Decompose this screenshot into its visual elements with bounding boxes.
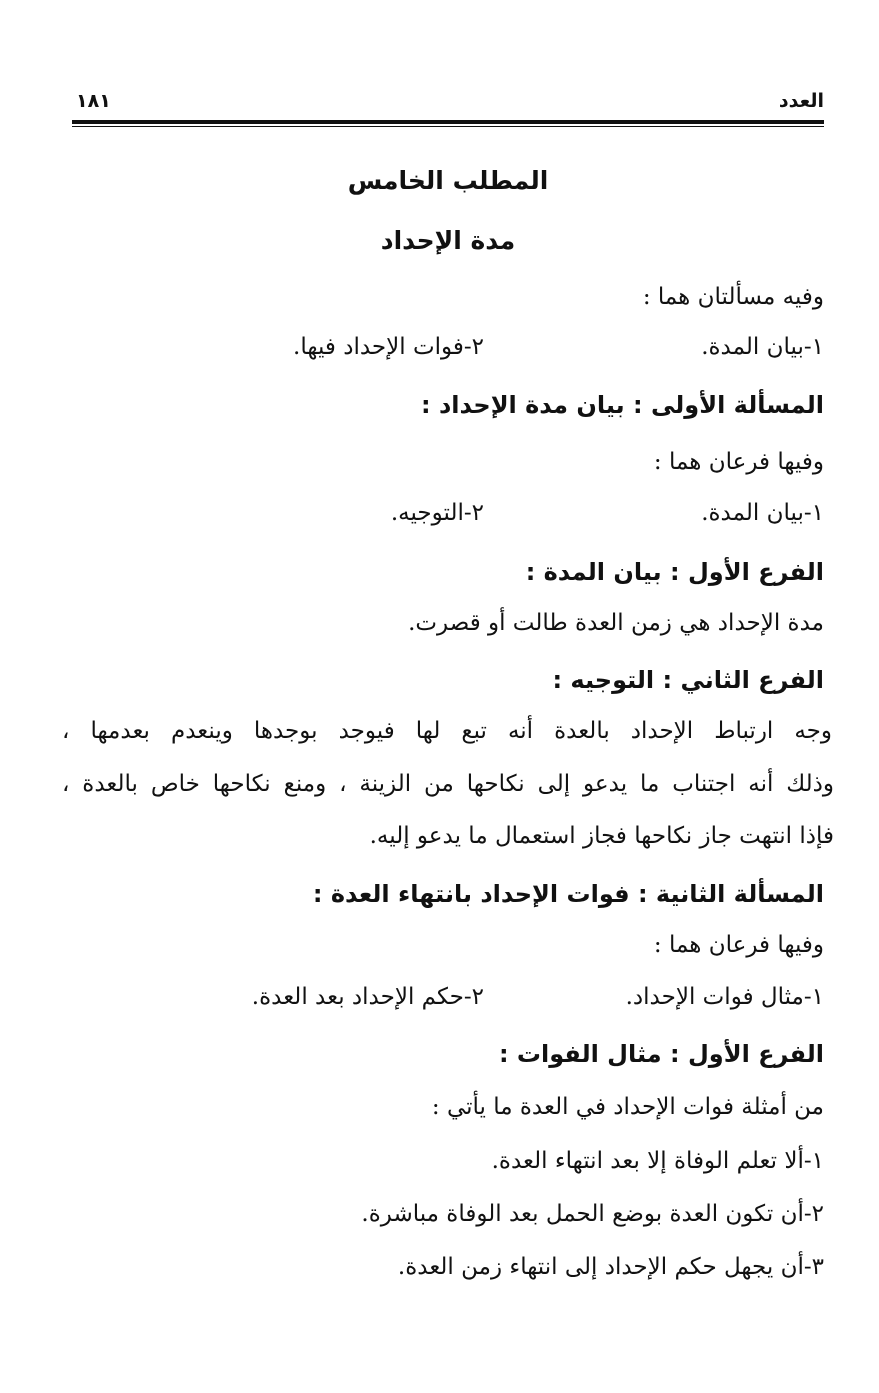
- section-title: المطلب الخامس: [347, 166, 549, 195]
- example-item: ٣-أن يجهل حكم الإحداد إلى انتهاء زمن العدة.: [397, 1254, 824, 1280]
- issue2-branch1-intro: من أمثلة فوات الإحداد في العدة ما يأتي :: [431, 1094, 824, 1120]
- intro-item-2: ٢-فوات الإحداد فيها.: [293, 334, 484, 360]
- issue1-branch2-line-2: وذلك أنه اجتناب ما يدعو إلى نكاحها من الزينة ، ومنع نكاحها خاص بالعدة ،: [62, 771, 834, 797]
- page-header: [72, 86, 824, 124]
- running-title: العدد: [778, 90, 824, 112]
- issue2-intro: وفيها فرعان هما :: [653, 932, 824, 958]
- intro-item-1: ١-بيان المدة.: [701, 334, 824, 360]
- header-rule: [72, 120, 824, 124]
- issue2-item-2: ٢-حكم الإحداد بعد العدة.: [251, 984, 484, 1010]
- issue1-branch1-text: مدة الإحداد هي زمن العدة طالت أو قصرت.: [408, 610, 824, 636]
- issue2-heading: المسألة الثانية : فوات الإحداد بانتهاء العدة :: [312, 880, 824, 908]
- issue1-item-2: ٢-التوجيه.: [390, 500, 484, 526]
- issue1-branch2-line-1: وجه ارتباط الإحداد بالعدة أنه تبع لها فيوجد بوجدها وينعدم بعدمها ،: [62, 718, 832, 744]
- issue1-intro: وفيها فرعان هما :: [653, 449, 824, 475]
- example-item: ٢-أن تكون العدة بوضع الحمل بعد الوفاة مباشرة.: [361, 1201, 824, 1227]
- example-item: ١-ألا تعلم الوفاة إلا بعد انتهاء العدة.: [491, 1148, 824, 1174]
- header-rule-thin: [72, 126, 824, 127]
- issue1-branch2-line-3: فإذا انتهت جاز نكاحها فجاز استعمال ما يدعو إليه.: [369, 823, 834, 849]
- issue1-heading: المسألة الأولى : بيان مدة الإحداد :: [421, 391, 824, 419]
- page-number: ١٨١: [76, 90, 111, 112]
- issue1-branch2-heading: الفرع الثاني : التوجيه :: [552, 666, 824, 694]
- issue2-item-1: ١-مثال فوات الإحداد.: [625, 984, 824, 1010]
- issue1-item-1: ١-بيان المدة.: [701, 500, 824, 526]
- section-subtitle: مدة الإحداد: [380, 226, 516, 255]
- issue2-branch1-heading: الفرع الأول : مثال الفوات :: [498, 1040, 824, 1068]
- intro-text: وفيه مسألتان هما :: [642, 284, 824, 310]
- issue1-branch1-heading: الفرع الأول : بيان المدة :: [525, 558, 824, 586]
- book-page: [62, 0, 834, 1393]
